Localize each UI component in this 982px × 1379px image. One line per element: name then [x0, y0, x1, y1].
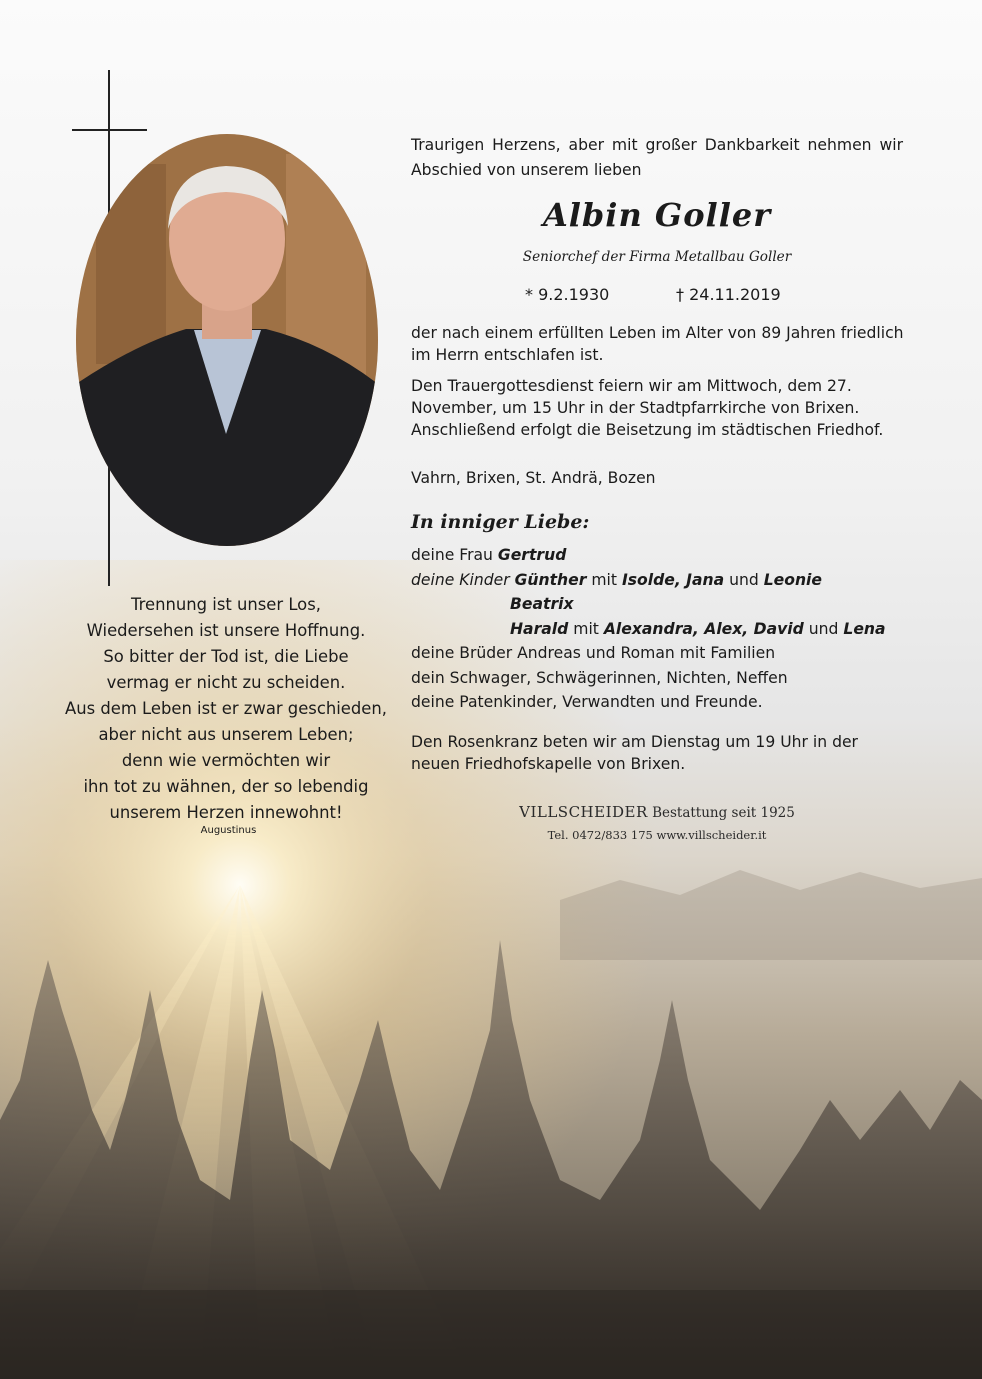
- quote-line: unserem Herzen innewohnt!: [109, 803, 343, 822]
- death-date: † 24.11.2019: [676, 285, 781, 304]
- quote-line: ihn tot zu wähnen, der so lebendig: [83, 777, 369, 796]
- mourners-heading: In inniger Liebe:: [411, 511, 590, 533]
- quote-line: Wiedersehen ist unsere Hoffnung.: [86, 621, 366, 640]
- mourner-line-brothers: deine Brüder Andreas und Roman mit Familien: [411, 644, 776, 662]
- mourners-list: [411, 543, 886, 715]
- mourner-line-godchildren: deine Patenkinder, Verwandten und Freunde.: [411, 693, 763, 711]
- mourner-line-child2: Beatrix: [510, 595, 574, 613]
- quote-author: Augustinus: [200, 825, 257, 836]
- mourner-line-children: deine Kinder Günther mit Isolde, Jana und Leonie: [411, 570, 822, 589]
- rosary-paragraph: Den Rosenkranz beten wir am Dienstag um 19 Uhr in der neuen Friedhofskapelle von Brixen.: [411, 733, 858, 773]
- deceased-title: Seniorchef der Firma Metallbau Goller: [522, 249, 792, 265]
- places-line: Vahrn, Brixen, St. Andrä, Bozen: [411, 469, 656, 487]
- quote-line: denn wie vermöchten wir: [121, 751, 331, 770]
- quote-line: Aus dem Leben ist er zwar geschieden,: [65, 699, 387, 718]
- intro-text: Traurigen Herzens, aber mit großer Dankbarkeit nehmen wir Abschied von unserem lieben: [411, 136, 903, 179]
- quote-line: So bitter der Tod ist, die Liebe: [103, 647, 349, 666]
- service-paragraph: Den Trauergottesdienst feiern wir am Mittwoch, dem 27. November, um 15 Uhr in der Stadtpfarrkirche von Brixen. Anschließend erfolgt die Beisetzung im städtischen Friedhof.: [411, 377, 884, 439]
- mourner-line-inlaws: dein Schwager, Schwägerinnen, Nichten, Neffen: [411, 668, 788, 687]
- life-paragraph: der nach einem erfüllten Leben im Alter von 89 Jahren friedlich im Herrn entschlafen ist.: [411, 324, 904, 364]
- cross-horizontal-line: [72, 129, 147, 131]
- birth-date: * 9.2.1930: [525, 285, 610, 304]
- funeral-home-name: VILLSCHEIDER Bestattung seit 1925: [519, 803, 795, 821]
- mourner-line-child3: Harald mit Alexandra, Alex, David und Lena: [510, 619, 886, 638]
- portrait-photo: [76, 134, 378, 546]
- memorial-quote: [56, 592, 396, 826]
- quote-line: Trennung ist unser Los,: [131, 595, 321, 614]
- funeral-home-contact: Tel. 0472/833 175 www.villscheider.it: [547, 828, 767, 842]
- mourner-line-wife: deine Frau Gertrud: [411, 546, 567, 564]
- quote-line: aber nicht aus unserem Leben;: [98, 725, 354, 744]
- quote-line: vermag er nicht zu scheiden.: [106, 673, 346, 692]
- deceased-name: Albin Goller: [542, 196, 772, 234]
